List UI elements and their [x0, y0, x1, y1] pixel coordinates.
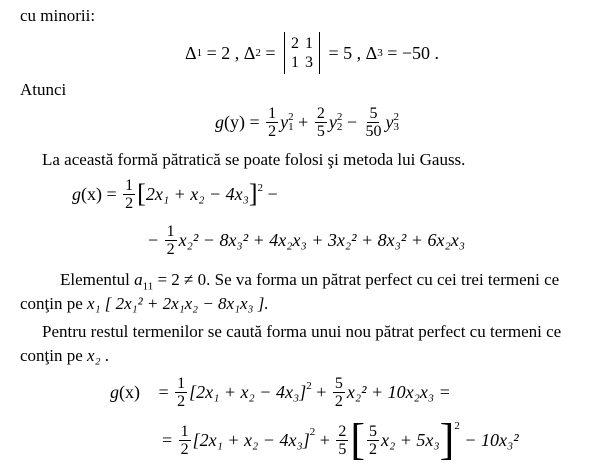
- elem-rest: . Se va forma un pătrat perfect cu cei trei termeni ce: [206, 270, 560, 289]
- fraction-den: 5: [316, 122, 325, 140]
- det-cell: 1: [290, 54, 299, 71]
- fraction-num: 1: [180, 422, 189, 440]
- exponent: 2: [454, 420, 460, 432]
- g-symbol: g: [110, 382, 119, 402]
- var-y3: y: [385, 112, 394, 132]
- fraction: [367, 423, 379, 458]
- fraction: [333, 375, 345, 410]
- fraction: [175, 375, 187, 410]
- det-cell: 1: [304, 35, 313, 52]
- fraction-num: 1: [177, 374, 186, 392]
- fraction-num: 5: [369, 104, 378, 122]
- bracket-body: [2x₁ + x₂ − 4x₃]: [192, 430, 310, 450]
- expression-body: x₂² − 8x₃² + 4x₂x₃ + 3x₂² + 8x₃² + 6x₂x₃: [178, 230, 465, 250]
- expression-tail: − 10x₃²: [459, 430, 519, 450]
- var-y1: y: [280, 112, 289, 132]
- bracket-body: 2x₁ + x₂ − 4x₃: [145, 184, 249, 204]
- text-atunci: Atunci: [20, 80, 67, 99]
- fraction-den: 2: [166, 240, 175, 258]
- text-contin-x1: [20, 294, 269, 314]
- plus: +: [293, 112, 313, 132]
- fraction-num: 1: [125, 176, 134, 194]
- x2-symbol: x₂: [87, 346, 101, 365]
- exponent: 2: [309, 426, 316, 438]
- period: .: [100, 346, 110, 365]
- equation-final-line1: [110, 370, 451, 414]
- sub: 2: [336, 121, 343, 133]
- exp: 2: [393, 111, 399, 123]
- delta-3-value: = −50 .: [382, 43, 440, 63]
- fraction-num: 5: [334, 374, 343, 392]
- fraction-den: 2: [334, 392, 343, 410]
- text-elementul: [60, 270, 559, 296]
- delta-2-sub: 2: [255, 47, 261, 59]
- a11-symbol: a: [134, 270, 143, 289]
- bracket-body: [2x₁ + x₂ − 4x₃]: [189, 382, 307, 402]
- fraction-den: 5: [338, 440, 347, 458]
- fraction: [123, 177, 135, 212]
- trailing-minus: −: [263, 184, 278, 204]
- det-cell: 2: [290, 35, 299, 52]
- minus: −: [342, 112, 362, 132]
- minors-equation: [185, 30, 439, 76]
- text-pentru-restul: Pentru restul termenilor se caută forma unui nou pătrat perfect cu termeni ce: [42, 322, 562, 341]
- a11-sub: 11: [142, 280, 154, 293]
- leading-minus: −: [148, 230, 163, 250]
- contin-lead: conţin pe: [20, 346, 88, 365]
- g-arg: (x): [119, 382, 140, 402]
- fraction-den: 2: [268, 122, 277, 140]
- g-symbol: g: [215, 112, 224, 132]
- plus: +: [315, 430, 335, 450]
- fraction-num: 2: [316, 104, 325, 122]
- exponent: 2: [257, 182, 264, 194]
- equation-g-x-line1: [72, 172, 278, 216]
- var-y2: y: [328, 112, 337, 132]
- x1-symbol: x₁: [87, 294, 101, 313]
- fraction: [266, 105, 278, 140]
- det-cell: 3: [304, 54, 313, 71]
- fraction-den: 2: [125, 194, 134, 212]
- fraction-num: 5: [369, 422, 378, 440]
- inner-expression: x₂ + 5x₃: [381, 430, 440, 450]
- delta-2-value: = 5 ,: [323, 43, 366, 63]
- fraction-den: 2: [177, 392, 186, 410]
- g-symbol: g: [72, 184, 81, 204]
- contin-lead: conţin pe: [20, 294, 88, 313]
- fraction: [179, 423, 191, 458]
- fraction-num: 2: [338, 422, 347, 440]
- equation-g-y: [215, 100, 399, 144]
- fraction: [363, 105, 383, 140]
- big-bracket-close: ]: [439, 415, 455, 464]
- equals: =: [245, 112, 265, 132]
- text-cu-minorii: cu minorii:: [20, 6, 96, 25]
- sub: 1: [288, 121, 294, 133]
- text-gauss: La această formă pătratică se poate folosi şi metoda lui Gauss.: [42, 150, 466, 169]
- a11-rest: = 2 ≠ 0: [153, 270, 207, 289]
- g-arg: (y): [224, 112, 245, 132]
- delta-1: Δ: [185, 43, 197, 63]
- elem-lead: Elementul: [60, 270, 135, 289]
- equation-final-line2: [162, 416, 519, 464]
- big-bracket-open: [: [350, 415, 366, 464]
- bracket-expression: [ 2x₁² + 2x₁x₂ − 8x₁x₃ ].: [100, 294, 269, 313]
- equals: =: [102, 184, 122, 204]
- equals: =: [162, 430, 177, 450]
- equals: =: [154, 382, 174, 402]
- text-contin-x2: [20, 346, 109, 366]
- plus: +: [311, 382, 331, 402]
- delta-1-sub: 1: [196, 47, 203, 59]
- bracket-close: ]: [248, 179, 258, 208]
- fraction: [336, 423, 348, 458]
- determinant: [284, 32, 320, 74]
- fraction-num: 1: [166, 222, 175, 240]
- exponent: 2: [306, 380, 312, 392]
- fraction: [315, 105, 327, 140]
- delta-2-eq: =: [260, 43, 280, 63]
- exp: 2: [336, 111, 343, 123]
- fraction-den: 50: [365, 122, 382, 140]
- exp: 2: [288, 111, 294, 123]
- delta-3-sub: 3: [377, 47, 383, 59]
- g-arg: (x): [81, 184, 102, 204]
- equation-g-x-line2: [148, 218, 465, 262]
- fraction: [165, 223, 177, 258]
- sub: 3: [393, 121, 399, 133]
- delta-3: Δ: [365, 43, 378, 63]
- fraction-num: 1: [268, 104, 277, 122]
- fraction-den: 2: [180, 440, 189, 458]
- delta-1-value: = 2 ,: [202, 43, 244, 63]
- fraction-den: 2: [369, 440, 378, 458]
- delta-2: Δ: [243, 43, 256, 63]
- expression-tail: x₂² + 10x₂x₃ =: [346, 382, 451, 402]
- bracket-open: [: [137, 179, 146, 208]
